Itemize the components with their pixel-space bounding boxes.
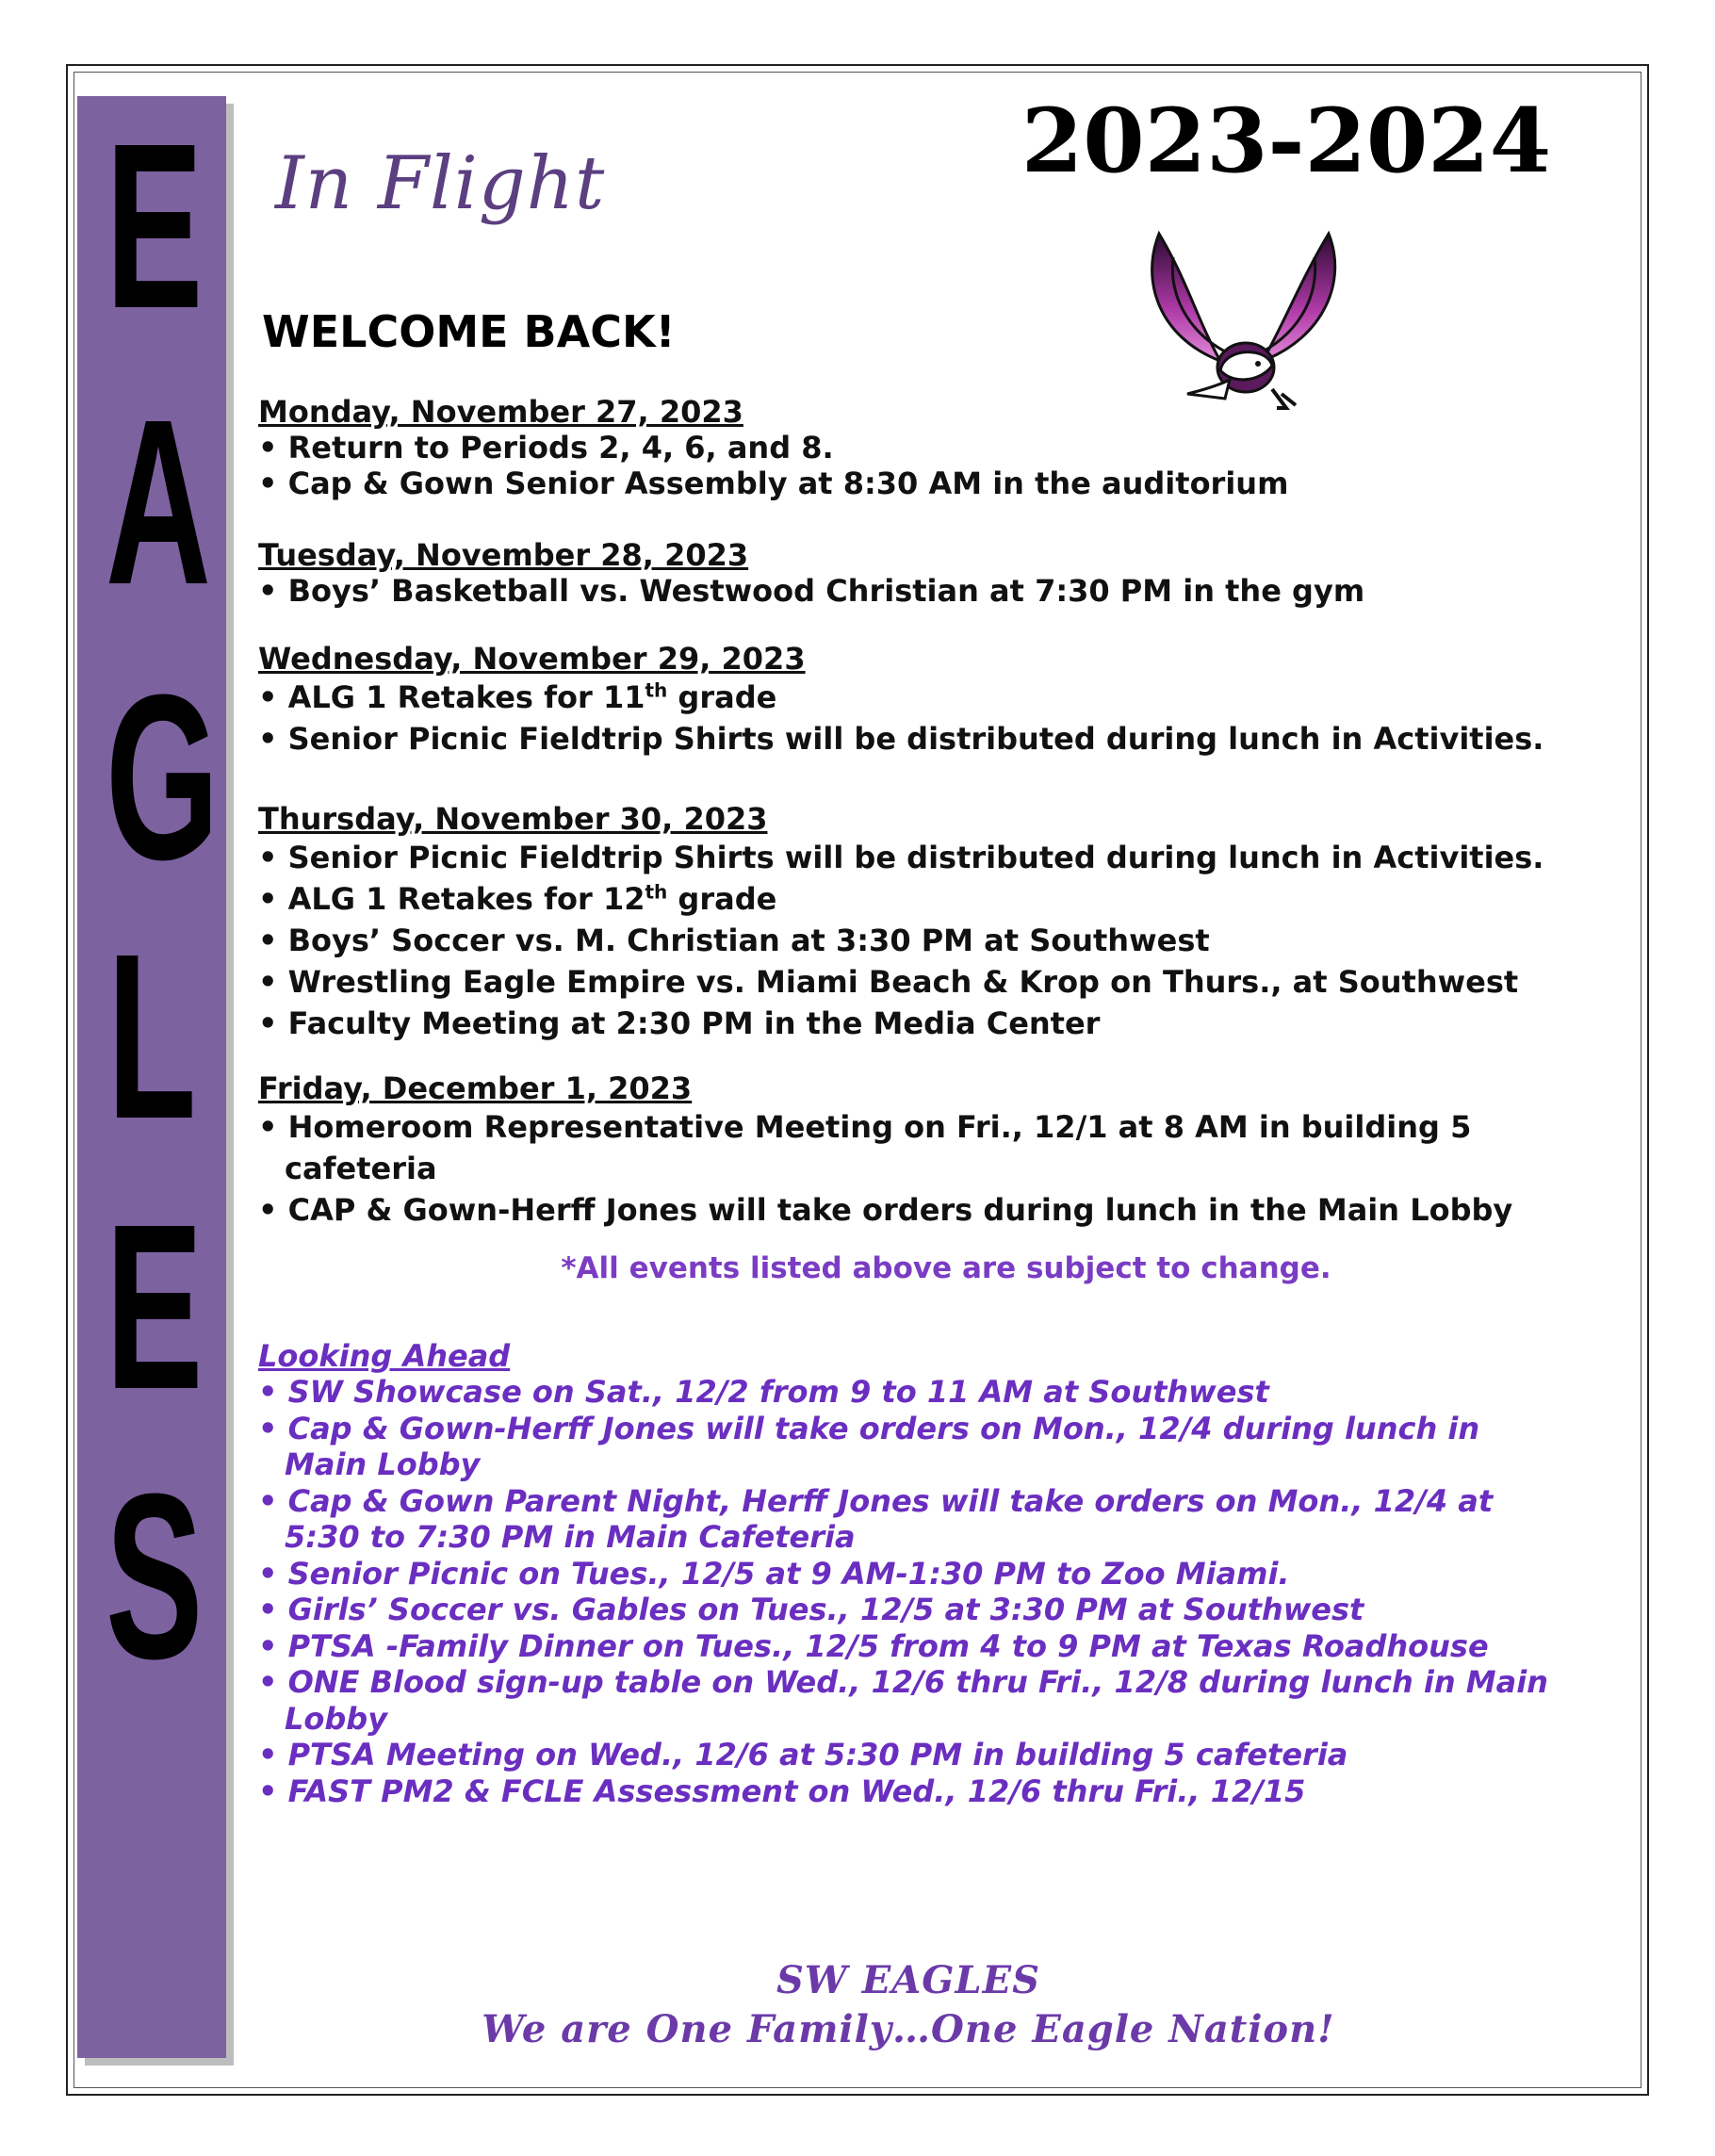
event-item: • Wrestling Eagle Empire vs. Miami Beach & Krop on Thurs., at Southwest [258,964,1519,1000]
sidebar-letter-g: G [106,645,220,908]
sidebar-letter-e1: E [106,94,204,357]
sidebar-letter-e2: E [106,1175,204,1438]
event-item: • Faculty Meeting at 2:30 PM in the Media Center [258,1005,1101,1041]
event-item: • Return to Periods 2, 4, 6, and 8. [258,430,834,466]
upcoming-item: • Girls’ Soccer vs. Gables on Tues., 12/5 at 3:30 PM at Southwest [258,1592,1364,1627]
day-heading: Tuesday, November 28, 2023 [258,537,749,573]
event-item: • Senior Picnic Fieldtrip Shirts will be distributed during lunch in Activities. [258,840,1544,875]
footer-sw-eagles: SW EAGLES [776,1958,1040,2002]
school-year: 2023-2024 [1021,90,1552,193]
eagle-mascot-icon [1131,205,1357,422]
day-heading: Friday, December 1, 2023 [258,1070,693,1106]
day-heading: Thursday, November 30, 2023 [258,801,768,837]
event-item: • Senior Picnic Fieldtrip Shirts will be distributed during lunch in Activities. [258,721,1544,757]
newsletter-title: In Flight [275,141,606,226]
sidebar-letter-a: A [106,370,211,633]
sidebar-letter-s: S [106,1445,204,1707]
event-item: • Boys’ Soccer vs. M. Christian at 3:30 PM at Southwest [258,923,1210,958]
day-heading: Wednesday, November 29, 2023 [258,641,806,677]
upcoming-item: • Cap & Gown-Herff Jones will take orders on Mon., 12/4 during lunch in Main Lobby [258,1410,1480,1482]
looking-ahead-heading: Looking Ahead [258,1338,511,1374]
sidebar-letter-l: L [106,905,197,1168]
subject-to-change-notice: *All events listed above are subject to change. [561,1251,1331,1285]
event-item: • ALG 1 Retakes for 12th grade [258,880,777,917]
welcome-heading: WELCOME BACK! [262,306,676,357]
upcoming-item: • PTSA Meeting on Wed., 12/6 at 5:30 PM in building 5 cafeteria [258,1737,1348,1772]
upcoming-item: • PTSA -Family Dinner on Tues., 12/5 from 4 to 9 PM at Texas Roadhouse [258,1627,1489,1664]
event-item: • Boys’ Basketball vs. Westwood Christian at 7:30 PM in the gym [258,573,1365,609]
looking-ahead-section [258,1338,1559,1809]
upcoming-item: • Cap & Gown Parent Night, Herff Jones will take orders on Mon., 12/4 at 5:30 to 7:30 PM in Main Cafeteria [258,1482,1494,1555]
schedule-content [258,394,1559,1809]
upcoming-item: • FAST PM2 & FCLE Assessment on Wed., 12/6 thru Fri., 12/15 [258,1772,1306,1809]
footer-slogan: We are One Family…One Eagle Nation! [482,2007,1335,2051]
upcoming-item: • ONE Blood sign-up table on Wed., 12/6 thru Fri., 12/8 during lunch in Main Lobby [258,1664,1548,1737]
upcoming-item: • Senior Picnic on Tues., 12/5 at 9 AM-1:30 PM to Zoo Miami. [258,1555,1290,1592]
event-item: • CAP & Gown-Herff Jones will take orders during lunch in the Main Lobby [258,1192,1513,1228]
event-item: • Cap & Gown Senior Assembly at 8:30 AM in the auditorium [258,466,1289,501]
upcoming-item: • SW Showcase on Sat., 12/2 from 9 to 11 AM at Southwest [258,1374,1269,1410]
day-heading: Monday, November 27, 2023 [258,394,743,430]
event-item: • Homeroom Representative Meeting on Fri., 12/1 at 8 AM in building 5 cafeteria [258,1109,1472,1186]
event-item: • ALG 1 Retakes for 11th grade [258,678,777,715]
